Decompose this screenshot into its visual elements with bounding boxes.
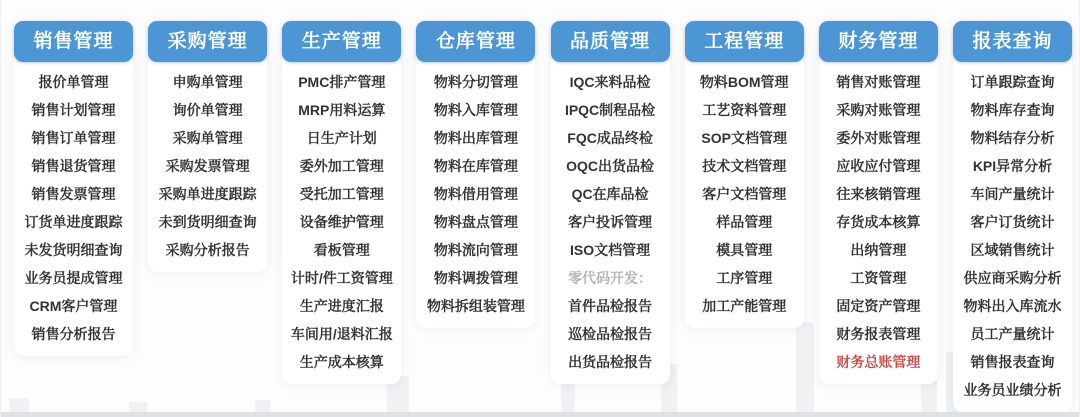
menu-item[interactable]: 物料拆组装管理 [426, 298, 525, 314]
menu-item[interactable]: 财务总账管理 [836, 354, 921, 370]
module-header-button-4[interactable]: 仓库管理 [416, 21, 535, 62]
menu-item[interactable]: FQC成品终检 [567, 130, 653, 146]
menu-item[interactable]: 存货成本核算 [836, 214, 921, 230]
menu-item[interactable]: 订单跟踪查询 [970, 74, 1055, 90]
menu-item[interactable]: 销售退货管理 [31, 158, 116, 174]
menu-item[interactable]: 样品管理 [716, 214, 773, 230]
module-column-3 [282, 21, 401, 384]
menu-item[interactable]: 出纳管理 [850, 242, 907, 258]
menu-item[interactable]: QC在库品检 [571, 186, 649, 202]
menu-item[interactable]: 未发货明细查询 [24, 242, 123, 258]
menu-item[interactable]: 财务报表管理 [836, 326, 921, 342]
menu-item[interactable]: ISO文档管理 [570, 242, 651, 258]
menu-item[interactable]: 物料在库管理 [433, 158, 518, 174]
module-item-list [416, 68, 535, 320]
menu-item[interactable]: 未到货明细查询 [158, 214, 257, 230]
module-header-button-1[interactable]: 销售管理 [14, 21, 133, 62]
module-header-button-6[interactable]: 工程管理 [685, 21, 804, 62]
menu-item[interactable]: 加工产能管理 [702, 298, 787, 314]
module-header-button-8[interactable]: 报表查询 [953, 21, 1072, 62]
menu-item[interactable]: 报价单管理 [38, 74, 109, 90]
menu-item[interactable]: 销售发票管理 [31, 186, 116, 202]
menu-item[interactable]: CRM客户管理 [29, 298, 118, 314]
menu-item[interactable]: 销售分析报告 [31, 326, 116, 342]
module-header-button-2[interactable]: 采购管理 [148, 21, 267, 62]
menu-item[interactable]: 往来核销管理 [836, 186, 921, 202]
menu-item[interactable]: 首件品检报告 [568, 298, 653, 314]
menu-item[interactable]: 固定资产管理 [836, 298, 921, 314]
menu-item[interactable]: 应收应付管理 [836, 158, 921, 174]
menu-item[interactable]: 看板管理 [313, 242, 370, 258]
bottom-strip [1, 412, 1079, 417]
module-item-list [148, 68, 267, 264]
menu-item[interactable]: PMC排产管理 [298, 74, 386, 90]
menu-item[interactable]: 采购分析报告 [165, 242, 250, 258]
menu-item[interactable]: 工艺资料管理 [702, 102, 787, 118]
menu-item[interactable]: 采购对账管理 [836, 102, 921, 118]
menu-item[interactable]: 设备维护管理 [299, 214, 384, 230]
menu-item[interactable]: 物料出库管理 [433, 130, 518, 146]
menu-item[interactable]: 日生产计划 [306, 130, 377, 146]
module-header-button-5[interactable]: 品质管理 [551, 21, 670, 62]
module-header-button-7[interactable]: 财务管理 [819, 21, 938, 62]
module-item-list [14, 68, 133, 348]
module-column-2 [148, 21, 267, 272]
menu-item[interactable]: 区域销售统计 [970, 242, 1055, 258]
module-column-6 [685, 21, 804, 328]
module-column-7 [819, 21, 938, 384]
menu-item[interactable]: 车间用/退料汇报 [290, 326, 393, 342]
menu-item[interactable]: 物料盘点管理 [433, 214, 518, 230]
menu-item[interactable]: OQC出货品检 [566, 158, 654, 174]
menu-item[interactable]: 供应商采购分析 [963, 270, 1062, 286]
module-item-list [551, 68, 670, 376]
menu-item[interactable]: 受托加工管理 [299, 186, 384, 202]
module-column-1 [14, 21, 133, 356]
menu-item[interactable]: IQC来料品检 [569, 74, 651, 90]
menu-item[interactable]: 计时/件工资管理 [290, 270, 393, 286]
menu-item[interactable]: 询价单管理 [172, 102, 243, 118]
menu-item[interactable]: 销售对账管理 [836, 74, 921, 90]
menu-item[interactable]: 巡检品检报告 [568, 326, 653, 342]
menu-item[interactable]: 委外加工管理 [299, 158, 384, 174]
menu-item[interactable]: 物料流向管理 [433, 242, 518, 258]
menu-item[interactable]: 销售计划管理 [31, 102, 116, 118]
menu-item[interactable]: 订货单进度跟踪 [24, 214, 123, 230]
menu-item[interactable]: 销售订单管理 [31, 130, 116, 146]
menu-item[interactable]: MRP用料运算 [298, 102, 386, 118]
module-item-list [282, 68, 401, 376]
menu-item[interactable]: 物料调拨管理 [433, 270, 518, 286]
menu-item[interactable]: 客户订货统计 [970, 214, 1055, 230]
menu-item[interactable]: 物料库存查询 [970, 102, 1055, 118]
menu-item[interactable]: 业务员提成管理 [24, 270, 123, 286]
menu-item[interactable]: 模具管理 [716, 242, 773, 258]
menu-item[interactable]: 客户文档管理 [702, 186, 787, 202]
module-item-list [819, 68, 938, 376]
menu-item[interactable]: 委外对账管理 [836, 130, 921, 146]
menu-item[interactable]: 客户投诉管理 [568, 214, 653, 230]
menu-item[interactable]: 工序管理 [716, 270, 773, 286]
menu-item[interactable]: 物料入库管理 [433, 102, 518, 118]
menu-item[interactable]: 物料分切管理 [433, 74, 518, 90]
module-item-list [953, 68, 1072, 404]
module-item-list [685, 68, 804, 320]
menu-item[interactable]: 物料结存分析 [970, 130, 1055, 146]
menu-item[interactable]: 出货品检报告 [568, 354, 653, 370]
columns-row [14, 21, 1072, 412]
module-column-5 [551, 21, 670, 384]
menu-item[interactable]: 物料BOM管理 [699, 74, 789, 90]
menu-item[interactable]: 工资管理 [850, 270, 907, 286]
module-header-button-3[interactable]: 生产管理 [282, 21, 401, 62]
module-column-8 [953, 21, 1072, 412]
menu-item[interactable]: KPI异常分析 [972, 158, 1053, 174]
menu-item[interactable]: 采购单进度跟踪 [158, 186, 257, 202]
menu-item[interactable]: 物料借用管理 [433, 186, 518, 202]
section-label: 零代码开发： [568, 270, 653, 286]
menu-item[interactable]: 物料出入库流水 [963, 298, 1062, 314]
menu-item[interactable]: 员工产量统计 [970, 326, 1055, 342]
menu-item[interactable]: 采购单管理 [172, 130, 243, 146]
menu-item[interactable]: IPQC制程品检 [564, 102, 656, 118]
module-column-4 [416, 21, 535, 328]
menu-item[interactable]: 车间产量统计 [970, 186, 1055, 202]
menu-item[interactable]: SOP文档管理 [701, 130, 787, 146]
menu-item[interactable]: 生产进度汇报 [299, 298, 384, 314]
menu-item[interactable]: 生产成本核算 [299, 354, 384, 370]
menu-item[interactable]: 业务员业绩分析 [963, 382, 1062, 398]
menu-item[interactable]: 申购单管理 [172, 74, 243, 90]
menu-item[interactable]: 采购发票管理 [165, 158, 250, 174]
menu-item[interactable]: 销售报表查询 [970, 354, 1055, 370]
menu-item[interactable]: 技术文档管理 [702, 158, 787, 174]
